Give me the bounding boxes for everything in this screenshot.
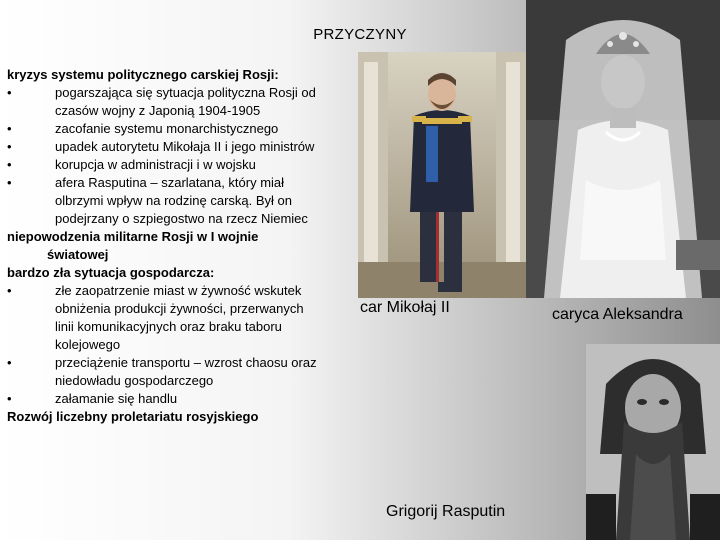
bullet-item: • upadek autorytetu Mikołaja II i jego ministrów [7,139,315,154]
heading-economic-situation: bardzo zła sytuacja gospodarcza: [7,265,215,280]
heading-political-crisis: kryzys systemu politycznego carskiej Rosji: [7,67,279,82]
bullet-item: • zacofanie systemu monarchistycznego [7,121,279,136]
bullet-icon: • [7,391,12,406]
bullet-item: • pogarszająca się sytuacja polityczna Rosji od czasów wojny z Japonią 1904-1905 [7,85,316,118]
bullet-icon: • [7,157,12,172]
bullet-item: • załamanie się handlu [7,391,178,406]
slide-title: PRZYCZYNY [313,26,407,43]
tsar-portrait [358,52,526,298]
tsarina-portrait [526,0,720,298]
rasputin-portrait-image [586,344,720,540]
bullet-icon: • [7,283,12,298]
tsar-portrait-image [358,52,526,298]
bullet-icon: • [7,121,12,136]
rasputin-portrait [586,344,720,540]
bullet-item: • przeciążenie transportu – wzrost chaosu oraz niedowładu gospodarczego [7,355,317,388]
bullet-icon: • [7,85,12,100]
causes-text [7,66,319,426]
tsarina-portrait-image [526,0,720,298]
bullet-icon: • [7,355,12,370]
bullet-item: • złe zaopatrzenie miast w żywność wskutek obniżenia produkcji żywności, przerwanych linii komunikacyjnych oraz braku taboru kolejowego [7,283,304,352]
heading-proletariat: Rozwój liczebny proletariatu rosyjskiego [7,409,259,424]
heading-military-failures: niepowodzenia militarne Rosji w I wojnie światowej [7,229,259,262]
caption-tsar: car Mikołaj II [360,299,450,316]
bullet-item: • afera Rasputina – szarlatana, który miał olbrzymi wpływ na rodzinę carską. Był on podejrzany o szpiegostwo na rzecz Niemiec [7,175,308,226]
bullet-icon: • [7,139,12,154]
caption-rasputin: Grigorij Rasputin [386,503,506,520]
bullet-item: • korupcja w administracji i w wojsku [7,157,256,172]
caption-tsarina: caryca Aleksandra [552,306,683,323]
bullet-icon: • [7,175,12,190]
